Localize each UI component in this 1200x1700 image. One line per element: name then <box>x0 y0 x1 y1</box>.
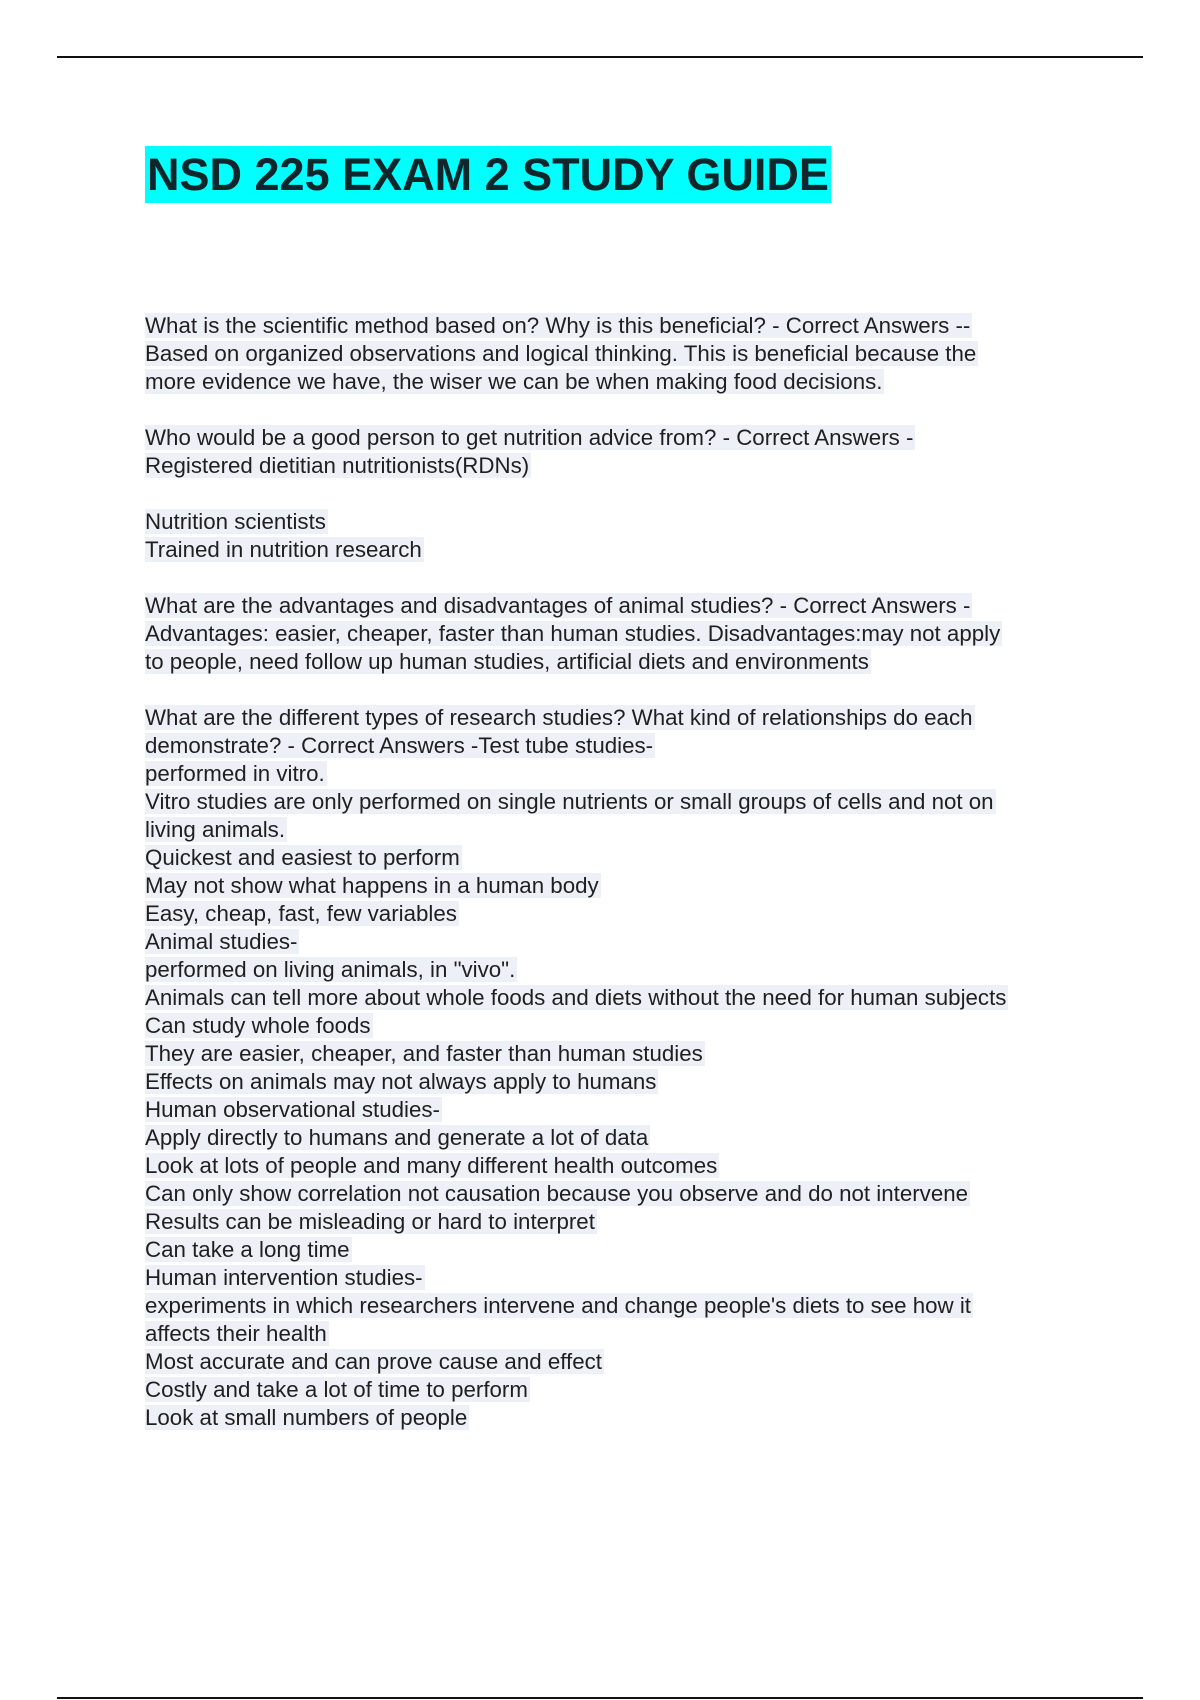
text-line-content: Costly and take a lot of time to perform <box>145 1377 528 1402</box>
text-line-content: What are the advantages and disadvantages of animal studies? - Correct Answers - <box>145 593 971 618</box>
qa-paragraph <box>145 592 1145 676</box>
text-line <box>145 760 1145 788</box>
text-line-content: living animals. <box>145 817 286 842</box>
text-line-content: demonstrate? - Correct Answers -Test tube studies- <box>145 733 654 758</box>
text-line <box>145 984 1145 1012</box>
text-line-content: Most accurate and can prove cause and effect <box>145 1349 602 1374</box>
text-line <box>145 536 1145 564</box>
text-line-content: affects their health <box>145 1321 327 1346</box>
text-line-content: Animals can tell more about whole foods and diets without the need for human subjects <box>145 985 1007 1010</box>
text-line-content: Vitro studies are only performed on single nutrients or small groups of cells and not on <box>145 789 994 814</box>
text-line <box>145 1180 1145 1208</box>
text-line <box>145 872 1145 900</box>
text-line <box>145 956 1145 984</box>
text-line-content: Animal studies- <box>145 929 298 954</box>
text-line-content: What are the different types of research studies? What kind of relationships do each <box>145 705 973 730</box>
text-line-content: Look at small numbers of people <box>145 1405 468 1430</box>
text-line <box>145 424 1145 452</box>
page-title: NSD 225 EXAM 2 STUDY GUIDE <box>145 146 831 203</box>
text-line <box>145 900 1145 928</box>
text-line-content: Easy, cheap, fast, few variables <box>145 901 457 926</box>
text-line <box>145 1348 1145 1376</box>
text-line-content: experiments in which researchers intervene and change people's diets to see how it <box>145 1293 971 1318</box>
text-line <box>145 1068 1145 1096</box>
text-line <box>145 312 1145 340</box>
text-line <box>145 1040 1145 1068</box>
text-line <box>145 368 1145 396</box>
text-line <box>145 340 1145 368</box>
text-line <box>145 620 1145 648</box>
text-line <box>145 508 1145 536</box>
text-line <box>145 1012 1145 1040</box>
text-line <box>145 816 1145 844</box>
text-line-content: Effects on animals may not always apply to humans <box>145 1069 657 1094</box>
text-line <box>145 1320 1145 1348</box>
text-line-content: Can study whole foods <box>145 1013 371 1038</box>
text-line <box>145 1236 1145 1264</box>
text-line <box>145 1208 1145 1236</box>
text-line-content: Quickest and easiest to perform <box>145 845 460 870</box>
text-line-content: Trained in nutrition research <box>145 537 422 562</box>
text-line <box>145 592 1145 620</box>
title-block <box>145 146 831 203</box>
text-line <box>145 732 1145 760</box>
text-line-content: performed on living animals, in "vivo". <box>145 957 516 982</box>
text-line-content: performed in vitro. <box>145 761 325 786</box>
text-line-content: Apply directly to humans and generate a lot of data <box>145 1125 649 1150</box>
text-line-content: Registered dietitian nutritionists(RDNs) <box>145 453 530 478</box>
top-divider <box>57 56 1143 58</box>
text-line <box>145 1096 1145 1124</box>
text-line-content: Based on organized observations and logical thinking. This is beneficial because the <box>145 341 977 366</box>
qa-paragraph <box>145 312 1145 396</box>
text-line-content: Human observational studies- <box>145 1097 440 1122</box>
text-line-content: What is the scientific method based on? Why is this beneficial? - Correct Answers -- <box>145 313 971 338</box>
text-line-content: Can take a long time <box>145 1237 350 1262</box>
text-line-content: Results can be misleading or hard to interpret <box>145 1209 595 1234</box>
text-line-content: Nutrition scientists <box>145 509 326 534</box>
text-line <box>145 1292 1145 1320</box>
text-line <box>145 1124 1145 1152</box>
text-line <box>145 788 1145 816</box>
qa-paragraph <box>145 424 1145 480</box>
text-line <box>145 928 1145 956</box>
text-line-content: Can only show correlation not causation because you observe and do not intervene <box>145 1181 969 1206</box>
text-line-content: more evidence we have, the wiser we can be when making food decisions. <box>145 369 883 394</box>
text-line <box>145 1264 1145 1292</box>
text-line <box>145 452 1145 480</box>
text-line-content: to people, need follow up human studies, artificial diets and environments <box>145 649 869 674</box>
text-line-content: Human intervention studies- <box>145 1265 423 1290</box>
study-guide-body <box>145 312 1145 1460</box>
text-line-content: Advantages: easier, cheaper, faster than human studies. Disadvantages:may not apply <box>145 621 1001 646</box>
text-line-content: Look at lots of people and many different health outcomes <box>145 1153 718 1178</box>
text-line <box>145 844 1145 872</box>
text-line <box>145 648 1145 676</box>
text-line <box>145 1152 1145 1180</box>
text-line <box>145 1376 1145 1404</box>
text-line <box>145 1404 1145 1432</box>
qa-paragraph <box>145 704 1145 1432</box>
text-line-content: Who would be a good person to get nutrition advice from? - Correct Answers - <box>145 425 914 450</box>
bottom-divider <box>57 1697 1143 1699</box>
text-line-content: They are easier, cheaper, and faster than human studies <box>145 1041 703 1066</box>
text-line-content: May not show what happens in a human body <box>145 873 599 898</box>
qa-paragraph <box>145 508 1145 564</box>
text-line <box>145 704 1145 732</box>
